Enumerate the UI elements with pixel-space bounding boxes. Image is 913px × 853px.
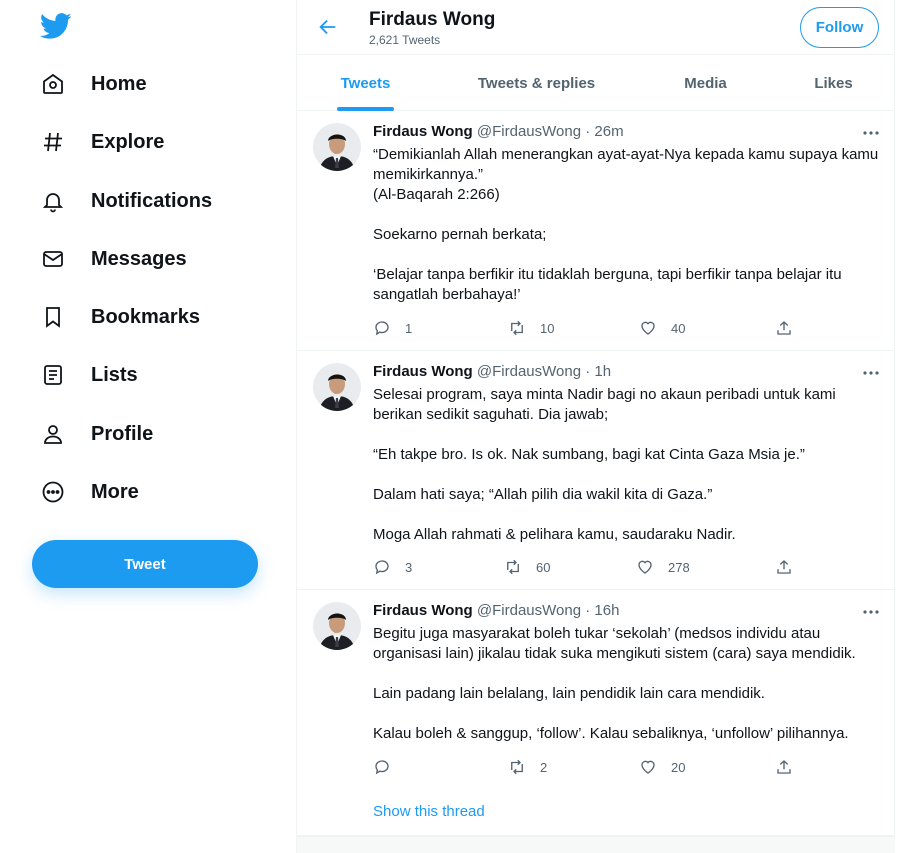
tweet-text <box>373 624 879 744</box>
tweet-handle[interactable]: @FirdausWong <box>476 602 582 619</box>
tweet-header <box>373 363 611 380</box>
nav-home[interactable] <box>40 64 147 104</box>
nav-messages-label: Messages <box>91 247 187 270</box>
left-nav <box>0 0 296 853</box>
like-button[interactable] <box>639 318 685 338</box>
avatar[interactable] <box>313 123 361 171</box>
show-thread-link[interactable]: Show this thread <box>373 803 485 820</box>
tweet-paragraph: “Demikianlah Allah menerangkan ayat-ayat-Nya kepada kamu supaya kamu memikirkannya.” (Al-Baqarah 2:266) <box>373 146 879 203</box>
heart-icon <box>636 558 654 576</box>
nav-notifications[interactable] <box>40 181 212 221</box>
share-button[interactable] <box>775 557 793 577</box>
retweet-icon <box>504 558 522 576</box>
retweet-button[interactable] <box>508 757 547 777</box>
tab-likes[interactable]: Likes <box>814 74 853 92</box>
person-icon <box>40 421 66 447</box>
share-button[interactable] <box>775 318 793 338</box>
follow-button[interactable]: Follow <box>800 7 879 48</box>
share-button[interactable] <box>775 757 793 777</box>
reply-count: 3 <box>405 559 413 575</box>
nav-profile[interactable] <box>40 414 153 454</box>
reply-count: 1 <box>405 320 413 336</box>
reply-button[interactable] <box>373 757 405 777</box>
nav-lists-label: Lists <box>91 363 138 386</box>
bell-icon <box>40 188 66 214</box>
home-icon <box>40 71 66 97</box>
tweet-separator: · <box>585 602 591 619</box>
tweet-author-name[interactable]: Firdaus Wong <box>373 602 473 619</box>
like-button[interactable] <box>636 557 690 577</box>
nav-more[interactable] <box>40 472 139 512</box>
retweet-button[interactable] <box>504 557 550 577</box>
profile-header <box>297 0 895 54</box>
tweet-author-name[interactable]: Firdaus Wong <box>373 363 473 380</box>
tweet-paragraph: Lain padang lain belalang, lain pendidik lain cara mendidik. <box>373 685 765 702</box>
tweet-paragraph: ‘Belajar tanpa berfikir itu tidaklah berguna, tapi berfikir tanpa belajar itu sangatlah berbahaya!’ <box>373 266 846 303</box>
reply-icon <box>373 758 391 776</box>
hashtag-icon <box>40 129 66 155</box>
feed-bottom-divider <box>297 836 895 853</box>
reply-icon <box>373 319 391 337</box>
tweet-paragraph: “Eh takpe bro. Is ok. Nak sumbang, bagi kat Cinta Gaza Msia je.” <box>373 446 805 463</box>
tweet-paragraph: Moga Allah rahmati & pelihara kamu, saudaraku Nadir. <box>373 526 736 543</box>
like-count: 40 <box>671 320 686 336</box>
nav-profile-label: Profile <box>91 422 154 445</box>
tweet-separator: · <box>585 123 591 140</box>
tweet-time[interactable]: 26m <box>594 123 624 140</box>
tweet-handle[interactable]: @FirdausWong <box>476 363 582 380</box>
reply-button[interactable] <box>373 557 412 577</box>
tweet-text <box>373 385 879 545</box>
heart-icon <box>639 319 657 337</box>
main-column <box>296 0 895 853</box>
nav-explore[interactable] <box>40 122 164 162</box>
like-count: 20 <box>671 759 686 775</box>
tweet-paragraph: Kalau boleh & sanggup, ‘follow’. Kalau sebaliknya, ‘unfollow’ pilihannya. <box>373 725 849 742</box>
avatar[interactable] <box>313 363 361 411</box>
retweet-icon <box>508 319 526 337</box>
tweet-header <box>373 123 624 140</box>
retweet-icon <box>508 758 526 776</box>
reply-icon <box>373 558 391 576</box>
tweet-button[interactable]: Tweet <box>32 540 258 588</box>
more-options-icon[interactable] <box>861 602 881 622</box>
retweet-count: 60 <box>536 559 551 575</box>
tweet-handle[interactable]: @FirdausWong <box>476 123 582 140</box>
nav-more-label: More <box>91 480 139 503</box>
more-options-icon[interactable] <box>861 123 881 143</box>
share-icon <box>775 758 793 776</box>
list-icon <box>40 362 66 388</box>
tweet-count: 2,621 Tweets <box>369 33 441 47</box>
tweet-text <box>373 145 879 305</box>
nav-bookmarks[interactable] <box>40 297 200 337</box>
page-title: Firdaus Wong <box>369 9 496 30</box>
share-icon <box>775 319 793 337</box>
twitter-bird-icon[interactable] <box>40 10 72 42</box>
profile-tabs <box>297 54 895 111</box>
tweet-item[interactable] <box>297 111 895 351</box>
heart-icon <box>639 758 657 776</box>
tab-tweets[interactable]: Tweets <box>340 74 391 92</box>
avatar[interactable] <box>313 602 361 650</box>
tweet-time[interactable]: 16h <box>594 602 620 619</box>
tweet-item[interactable] <box>297 590 895 836</box>
envelope-icon <box>40 246 66 272</box>
tweet-time[interactable]: 1h <box>594 363 612 380</box>
tweet-paragraph: Selesai program, saya minta Nadir bagi no akaun peribadi untuk kami berikan sedikit saguhati. Dia jawab; <box>373 386 840 423</box>
tweet-paragraph: Soekarno pernah berkata; <box>373 226 547 243</box>
nav-lists[interactable] <box>40 355 138 395</box>
retweet-button[interactable] <box>508 318 554 338</box>
retweet-count: 2 <box>540 759 548 775</box>
tweet-paragraph: Dalam hati saya; “Allah pilih dia wakil kita di Gaza.” <box>373 486 713 503</box>
nav-home-label: Home <box>91 72 147 95</box>
like-button[interactable] <box>639 757 685 777</box>
reply-button[interactable] <box>373 318 412 338</box>
more-circle-icon <box>40 479 66 505</box>
nav-notifications-label: Notifications <box>91 189 213 212</box>
tweet-actions <box>373 557 803 577</box>
tab-media[interactable]: Media <box>684 74 727 92</box>
more-options-icon[interactable] <box>861 363 881 383</box>
nav-explore-label: Explore <box>91 130 165 153</box>
bookmark-icon <box>40 304 66 330</box>
tweet-separator: · <box>585 363 591 380</box>
tweet-actions <box>373 318 803 338</box>
tweet-item[interactable] <box>297 351 895 590</box>
share-icon <box>775 558 793 576</box>
back-arrow-icon[interactable] <box>317 16 339 38</box>
nav-messages[interactable] <box>40 239 187 279</box>
tweet-paragraph: Begitu juga masyarakat boleh tukar ‘sekolah’ (medsos individu atau organisasi lain) jikalau tidak suka mengikuti sistem (cara) saya mendidik. <box>373 625 856 662</box>
retweet-count: 10 <box>540 320 555 336</box>
like-count: 278 <box>668 559 690 575</box>
tab-tweets-replies[interactable]: Tweets & replies <box>477 74 596 92</box>
tweet-header <box>373 602 619 619</box>
tweet-author-name[interactable]: Firdaus Wong <box>373 123 473 140</box>
tweet-actions <box>373 757 803 777</box>
nav-bookmarks-label: Bookmarks <box>91 305 200 328</box>
